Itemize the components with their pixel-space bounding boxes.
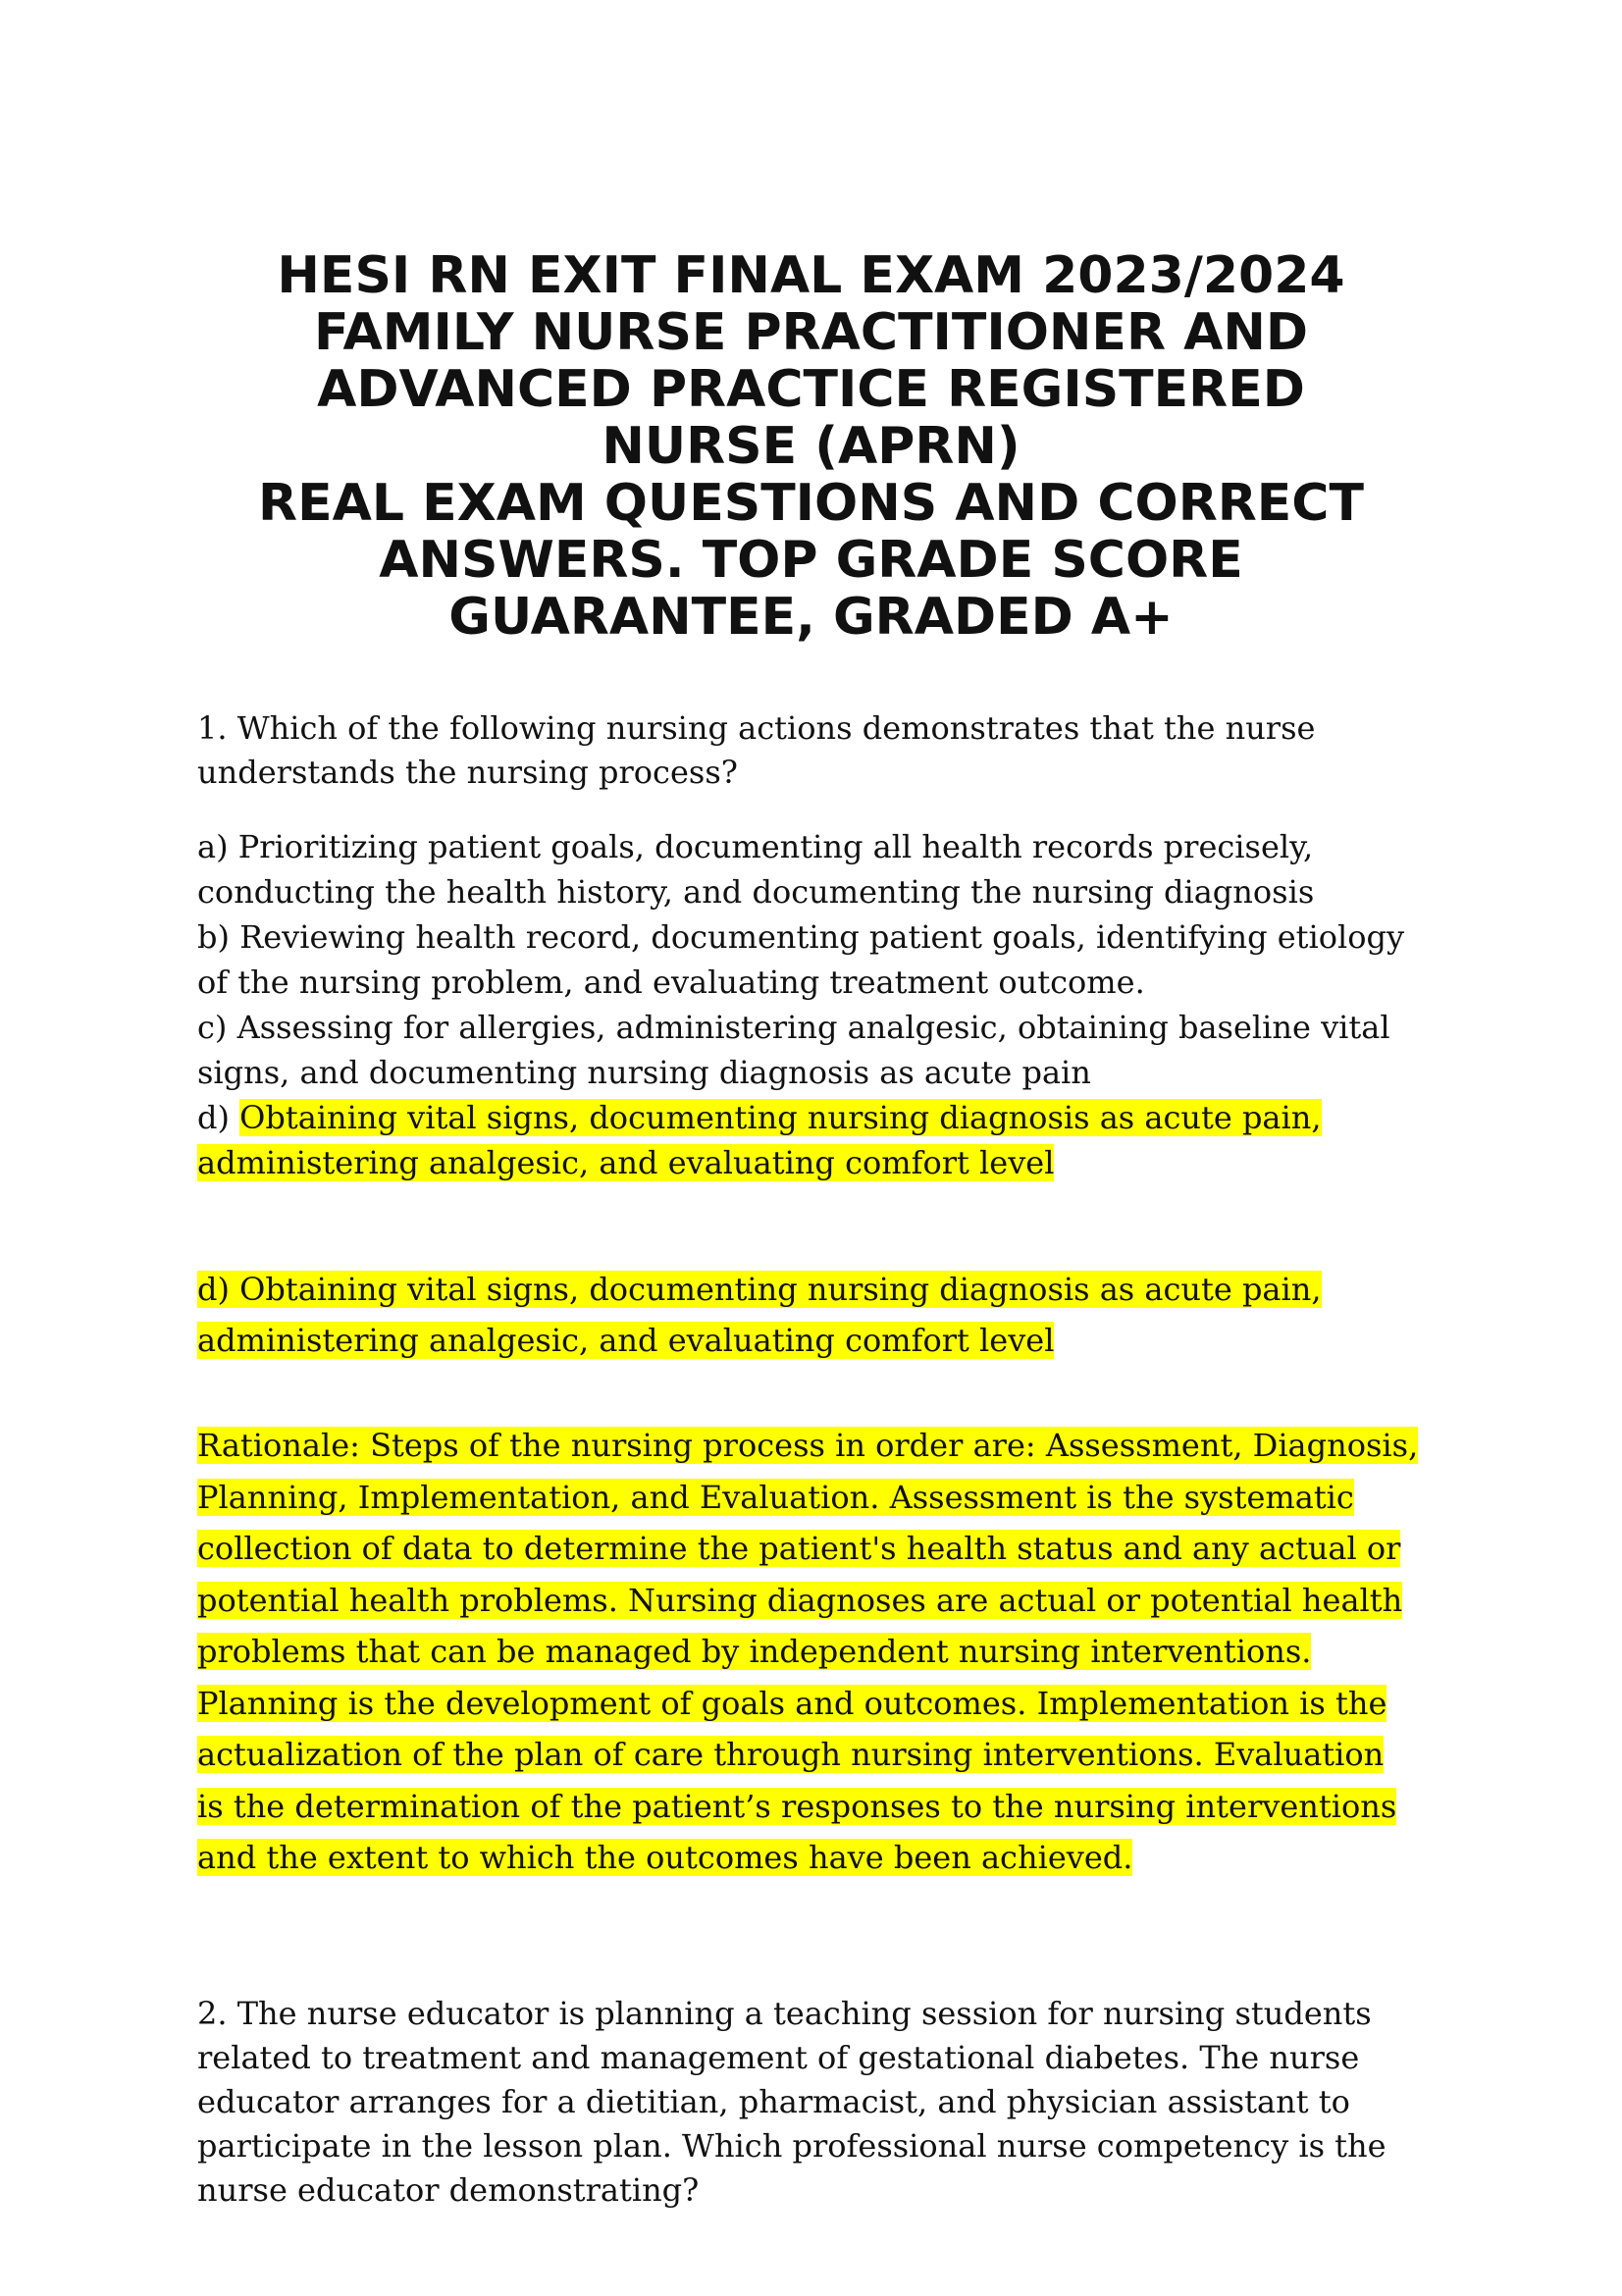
document-title <box>147 247 1475 646</box>
option-d-prefix: d) <box>197 1099 240 1136</box>
question-2-stem-line: participate in the lesson plan. Which professional nurse competency is the <box>197 2127 1387 2165</box>
rationale-line <box>197 1472 1443 1524</box>
question-1-stem-line: understands the nursing process? <box>197 754 738 791</box>
question-1-stem <box>197 706 1443 795</box>
answer-highlighted-text: d) Obtaining vital signs, documenting nursing diagnosis as acute pain, <box>197 1271 1322 1308</box>
rationale-highlighted-text: is the determination of the patient’s responses to the nursing interventions <box>197 1787 1397 1825</box>
title-line: ANSWERS. TOP GRADE SCORE <box>379 531 1243 590</box>
question-2-stem-line: related to treatment and management of gestational diabetes. The nurse <box>197 2039 1360 2076</box>
question-1-answer <box>197 1264 1443 1366</box>
rationale-line <box>197 1420 1443 1472</box>
option-d-highlighted-text: Obtaining vital signs, documenting nursing diagnosis as acute pain, <box>239 1099 1322 1136</box>
rationale-line <box>197 1575 1443 1627</box>
option-b-line-1: b) Reviewing health record, documenting patient goals, identifying etiology <box>197 918 1405 956</box>
question-2-stem <box>197 1992 1443 2213</box>
question-2-stem-line: 2. The nurse educator is planning a teaching session for nursing students <box>197 1995 1372 2032</box>
answer-highlighted-text: administering analgesic, and evaluating comfort level <box>197 1322 1055 1359</box>
rationale-highlighted-text: and the extent to which the outcomes have been achieved. <box>197 1839 1133 1876</box>
rationale-line <box>197 1729 1443 1781</box>
question-1-rationale <box>197 1420 1443 1884</box>
rationale-highlighted-text: actualization of the plan of care through nursing interventions. Evaluation <box>197 1736 1385 1773</box>
option-a-line-2: conducting the health history, and documenting the nursing diagnosis <box>197 873 1315 911</box>
option-d-line-2 <box>197 1140 1443 1185</box>
option-c-line-1: c) Assessing for allergies, administering analgesic, obtaining baseline vital <box>197 1009 1390 1046</box>
rationale-highlighted-text: Planning, Implementation, and Evaluation. Assessment is the systematic <box>197 1478 1354 1516</box>
option-d-highlighted-text: administering analgesic, and evaluating comfort level <box>197 1144 1055 1181</box>
option-a-line-1: a) Prioritizing patient goals, documenting all health records precisely, <box>197 828 1314 865</box>
question-2-stem-line: educator arranges for a dietitian, pharmacist, and physician assistant to <box>197 2083 1350 2120</box>
option-d-line-1 <box>197 1095 1443 1140</box>
rationale-highlighted-text: potential health problems. Nursing diagnoses are actual or potential health <box>197 1581 1403 1619</box>
title-line: FAMILY NURSE PRACTITIONER AND <box>313 303 1309 362</box>
rationale-line <box>197 1832 1443 1884</box>
question-1-options <box>197 824 1443 1185</box>
rationale-highlighted-text: problems that can be managed by independent nursing interventions. <box>197 1633 1312 1670</box>
option-c-line-2: signs, and documenting nursing diagnosis as acute pain <box>197 1054 1091 1091</box>
title-line: GUARANTEE, GRADED A+ <box>448 588 1174 647</box>
rationale-line <box>197 1781 1443 1833</box>
rationale-line <box>197 1523 1443 1575</box>
question-2-stem-line: nurse educator demonstrating? <box>197 2171 700 2209</box>
rationale-line <box>197 1678 1443 1730</box>
title-line: NURSE (APRN) <box>602 417 1020 476</box>
rationale-line <box>197 1626 1443 1678</box>
title-line: REAL EXAM QUESTIONS AND CORRECT <box>258 474 1364 533</box>
answer-line <box>197 1315 1443 1366</box>
title-line: ADVANCED PRACTICE REGISTERED <box>317 360 1305 419</box>
rationale-highlighted-text: Planning is the development of goals and outcomes. Implementation is the <box>197 1684 1387 1722</box>
rationale-highlighted-text: Rationale: Steps of the nursing process in order are: Assessment, Diagnosis, <box>197 1427 1419 1464</box>
option-b-line-2: of the nursing problem, and evaluating treatment outcome. <box>197 964 1145 1001</box>
title-line: HESI RN EXIT FINAL EXAM 2023/2024 <box>277 246 1345 305</box>
answer-line <box>197 1264 1443 1315</box>
question-1-stem-line: 1. Which of the following nursing actions demonstrates that the nurse <box>197 709 1316 747</box>
rationale-highlighted-text: collection of data to determine the patient's health status and any actual or <box>197 1530 1401 1567</box>
